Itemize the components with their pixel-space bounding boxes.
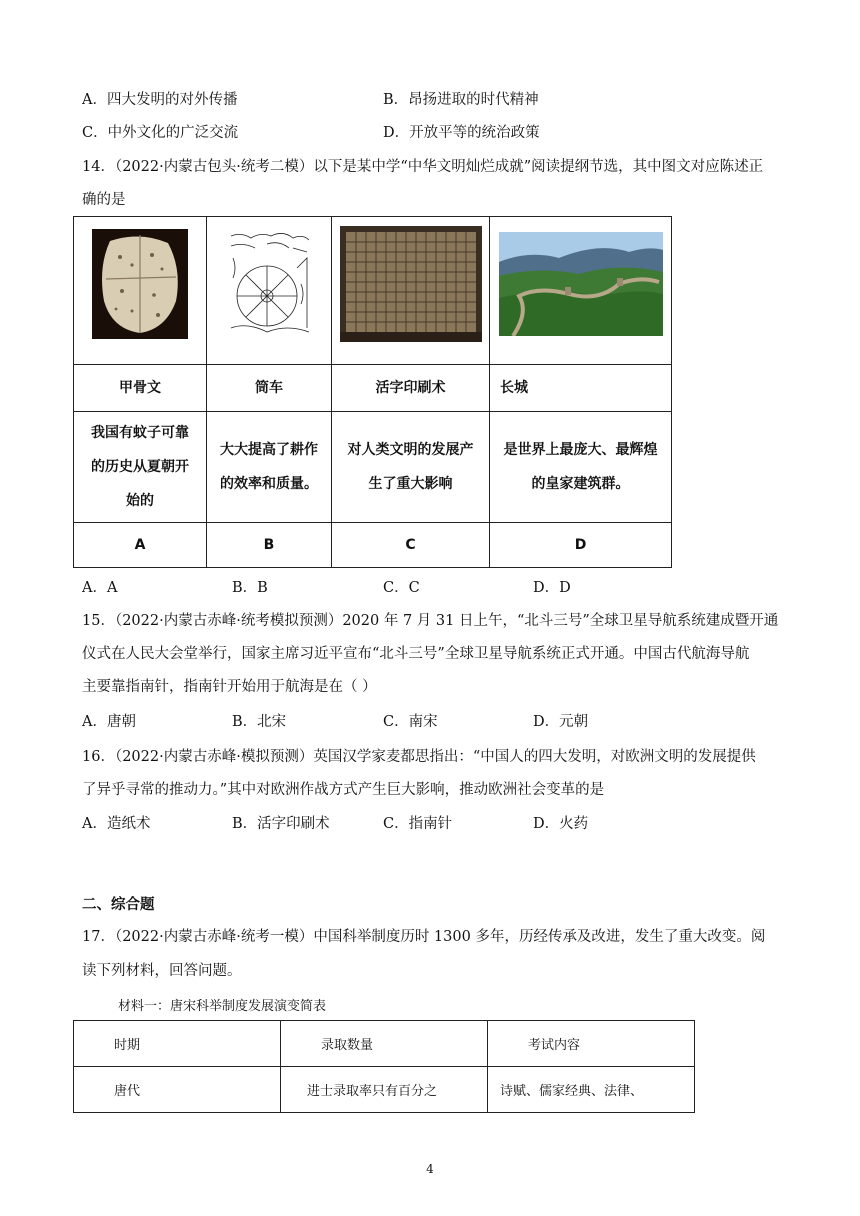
q14-option-d: D．D	[533, 580, 571, 596]
q16-stem: 16．（2022·内蒙古赤峰·模拟预测）英国汉学家麦都思指出：“中国人的四大发明，对欧洲文明的发展提供	[82, 749, 756, 765]
desc-a-line: 始的	[126, 493, 154, 509]
q17-table	[73, 1020, 695, 1113]
letter-d: D	[490, 523, 672, 568]
table-header-period: 时期	[74, 1021, 281, 1067]
desc-c-line: 对人类文明的发展产	[347, 442, 474, 458]
material-title: 材料一：唐宋科举制度发展演变简表	[118, 999, 327, 1014]
header-great-wall: 长城	[490, 365, 672, 412]
oracle-bone-image	[92, 229, 188, 339]
letter-c: C	[332, 523, 490, 568]
letter-a: A	[74, 523, 207, 568]
q14-stem-cont: 确的是	[82, 192, 126, 208]
q14-option-b: B．B	[232, 580, 268, 596]
q15-stem: 15．（2022·内蒙古赤峰·统考模拟预测）2020 年 7 月 31 日上午，“北斗三号”全球卫星导航系统建成暨开通	[82, 613, 779, 629]
q17-stem-cont: 读下列材料，回答问题。	[82, 963, 242, 979]
page-number: 4	[426, 1162, 434, 1176]
movable-type-cell	[332, 217, 490, 365]
table-header-quota: 录取数量	[281, 1021, 488, 1067]
q17-stem: 17．（2022·内蒙古赤峰·统考一模）中国科举制度历时 1300 多年，历经传承及改进，发生了重大改变。阅	[82, 929, 766, 945]
table-cell-quota: 进士录取率只有百分之	[281, 1067, 488, 1113]
q15-option-a: A．唐朝	[82, 714, 136, 730]
waterwheel-cell	[207, 217, 332, 365]
desc-a-line: 我国有蚊子可靠	[91, 425, 189, 441]
option-a: A．四大发明的对外传播	[82, 92, 238, 108]
q16-option-b: B．活字印刷术	[232, 816, 330, 832]
section-title: 二、综合题	[82, 897, 155, 913]
header-waterwheel: 筒车	[207, 365, 332, 412]
q16-stem-cont: 了异乎寻常的推动力。”其中对欧洲作战方式产生巨大影响，推动欧洲社会变革的是	[82, 782, 605, 798]
header-oracle-bone: 甲骨文	[74, 365, 207, 412]
q15-stem-cont: 仪式在人民大会堂举行，国家主席习近平宣布“北斗三号”全球卫星导航系统正式开通。中国古代航海导航	[82, 646, 750, 662]
option-d: D．开放平等的统治政策	[383, 125, 540, 141]
desc-d	[490, 412, 672, 523]
desc-b-line: 大大提高了耕作	[220, 442, 318, 458]
great-wall-image	[499, 232, 663, 336]
oracle-bone-cell	[74, 217, 207, 365]
q15-stem-cont: 主要靠指南针，指南针开始用于航海是在（ ）	[82, 679, 377, 695]
desc-a-line: 的历史从夏朝开	[91, 459, 189, 475]
header-movable-type: 活字印刷术	[332, 365, 490, 412]
desc-a	[74, 412, 207, 523]
desc-b	[207, 412, 332, 523]
q14-option-a: A．A	[82, 580, 118, 596]
desc-b-line: 的效率和质量。	[220, 476, 318, 492]
table-cell-period: 唐代	[74, 1067, 281, 1113]
letter-b: B	[207, 523, 332, 568]
waterwheel-image	[227, 228, 311, 340]
q14-stem: 14．（2022·内蒙古包头·统考二模）以下是某中学“中华文明灿烂成就”阅读提纲节选，其中图文对应陈述正	[82, 159, 764, 175]
table-cell-content: 诗赋、儒家经典、法律、	[488, 1067, 695, 1113]
desc-c	[332, 412, 490, 523]
q16-option-c: C．指南针	[383, 816, 453, 832]
desc-c-line: 生了重大影响	[368, 476, 453, 492]
table-header-content: 考试内容	[488, 1021, 695, 1067]
q16-option-d: D．火药	[533, 816, 589, 832]
q15-option-b: B．北宋	[232, 714, 287, 730]
q14-table	[73, 216, 672, 568]
option-b: B．昂扬进取的时代精神	[383, 92, 539, 108]
q16-option-a: A．造纸术	[82, 816, 151, 832]
q15-option-d: D．元朝	[533, 714, 589, 730]
movable-type-image	[340, 226, 482, 342]
desc-d-line: 是世界上最庞大、最辉煌	[503, 442, 658, 458]
q15-option-c: C．南宋	[383, 714, 438, 730]
q14-option-c: C．C	[383, 580, 420, 596]
desc-d-line: 的皇家建筑群。	[531, 476, 630, 492]
great-wall-cell	[490, 217, 672, 365]
option-c: C．中外文化的广泛交流	[82, 125, 239, 141]
